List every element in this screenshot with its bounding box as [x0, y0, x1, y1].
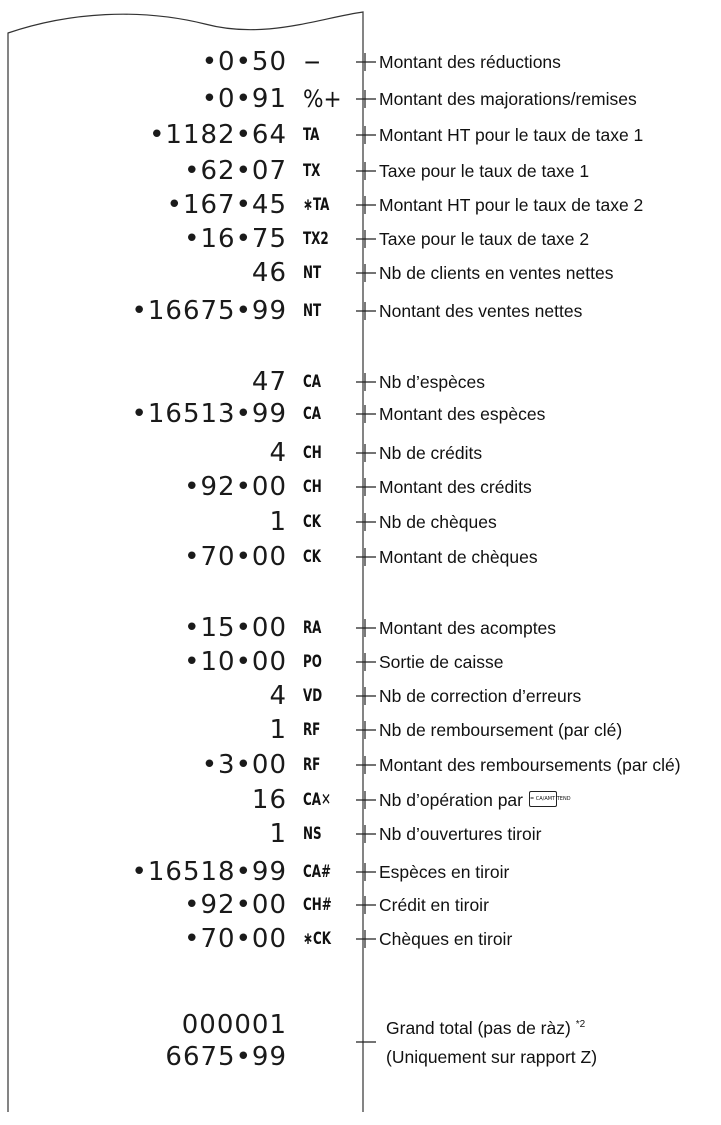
amount-value: 47: [251, 367, 287, 397]
grand-total-note: (Uniquement sur rapport Z): [386, 1047, 598, 1067]
grand-total-label-text: Grand total (pas de ràz): [386, 1017, 571, 1038]
amount-value: •62•07: [184, 156, 287, 186]
amount-value: •16•75: [184, 224, 287, 254]
line-label: Nontant des ventes nettes: [379, 301, 583, 321]
line-label: Nb de chèques: [379, 512, 497, 532]
amount-value: •1182•64: [149, 120, 287, 150]
line-label: Montant des remboursements (par clé): [379, 755, 681, 775]
line-label: Montant HT pour le taux de taxe 1: [379, 125, 644, 145]
function-code: PO: [303, 652, 322, 672]
function-code: RF: [303, 720, 321, 740]
line-label: Taxe pour le taux de taxe 1: [379, 161, 590, 181]
amount-value: 1: [269, 715, 287, 745]
line-label: Nb de clients en ventes nettes: [379, 263, 614, 283]
line-label: Taxe pour le taux de taxe 2: [379, 229, 590, 249]
amount-value: 16: [251, 785, 287, 815]
line-label: Nb de crédits: [379, 443, 483, 463]
line-label: Espèces en tiroir: [379, 862, 510, 882]
amount-value: •10•00: [184, 647, 287, 677]
amount-value: •15•00: [184, 613, 287, 643]
function-code: CH#: [303, 895, 332, 915]
function-code: −: [303, 48, 322, 76]
line-label-text: Nb d’opération par: [379, 790, 523, 810]
function-code: CA✕: [303, 790, 331, 810]
line-label: Montant des espèces: [379, 404, 546, 424]
amount-value: •167•45: [166, 190, 287, 220]
amount-value: 1: [269, 507, 287, 537]
function-code: %+: [303, 85, 342, 113]
function-code: TA: [303, 125, 320, 145]
function-code: RF: [303, 755, 321, 775]
line-label: Nb de correction d’erreurs: [379, 686, 582, 706]
function-code: TX: [303, 161, 321, 181]
amount-value: •92•00: [184, 472, 287, 502]
line-label: Montant HT pour le taux de taxe 2: [379, 195, 644, 215]
function-code: ∗TA: [303, 195, 330, 215]
line-label: Crédit en tiroir: [379, 895, 489, 915]
line-label: Nb d’espèces: [379, 372, 486, 392]
line-label: Montant de chèques: [379, 547, 538, 567]
function-code: ∗CK: [303, 929, 332, 949]
amount-value: 4: [269, 438, 287, 468]
line-label: Sortie de caisse: [379, 652, 504, 672]
function-code: CH: [303, 477, 322, 497]
function-code: NT: [303, 301, 322, 321]
function-code: NS: [303, 824, 322, 844]
function-code: CA: [303, 404, 321, 424]
function-code: VD: [303, 686, 323, 706]
line-label: Nb de remboursement (par clé): [379, 720, 623, 740]
amount-value: •16518•99: [131, 857, 287, 887]
amount-value: 4: [269, 681, 287, 711]
ca-amt-tend-key-icon: = CA/AMT TEND: [529, 791, 557, 807]
amount-value: •16513•99: [131, 399, 287, 429]
line-label: Nb d’ouvertures tiroir: [379, 824, 542, 844]
amount-value: 46: [251, 258, 287, 288]
grand-total-amount: 6675•99: [165, 1042, 287, 1072]
line-label: Chèques en tiroir: [379, 929, 513, 949]
amount-value: •3•00: [201, 750, 287, 780]
line-label: Montant des réductions: [379, 52, 561, 72]
function-code: RA: [303, 618, 322, 638]
function-code: CK: [303, 512, 322, 532]
amount-value: •70•00: [184, 924, 287, 954]
amount-value: •70•00: [184, 542, 287, 572]
line-label: Montant des majorations/remises: [379, 89, 637, 109]
function-code: CA#: [303, 862, 331, 882]
amount-value: 1: [269, 819, 287, 849]
function-code: CK: [303, 547, 322, 567]
line-label: Montant des crédits: [379, 477, 532, 497]
amount-value: •92•00: [184, 890, 287, 920]
line-label: Montant des acomptes: [379, 618, 557, 638]
amount-value: •16675•99: [131, 296, 287, 326]
function-code: CH: [303, 443, 322, 463]
function-code: CA: [303, 372, 321, 392]
function-code: NT: [303, 263, 322, 283]
footnote-marker: *2: [575, 1019, 586, 1030]
amount-value: •0•50: [201, 47, 287, 77]
function-code: TX2: [303, 229, 329, 249]
grand-total-count: 000001: [181, 1010, 287, 1040]
amount-value: •0•91: [201, 84, 287, 114]
